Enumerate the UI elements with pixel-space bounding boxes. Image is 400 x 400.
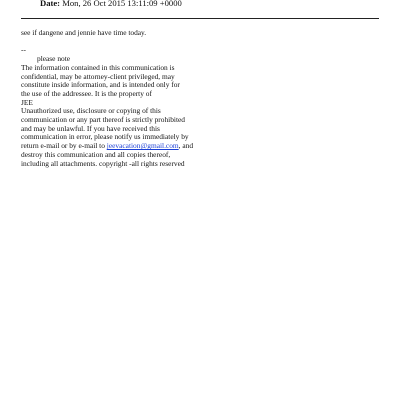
disclaimer-line: and may be unlawful. If you have received this (21, 123, 160, 133)
disclaimer-line: communication in error, please notify us immediately by (21, 132, 189, 142)
email-link[interactable]: jeevacation@gmail.com (106, 141, 179, 151)
signature-separator: -- (21, 45, 26, 55)
email-header-date (40, 0, 182, 9)
disclaimer-line: communication or any part thereof is strictly prohibited (21, 115, 185, 125)
date-label: Date: (40, 0, 61, 8)
notify-prefix: return e-mail or by e-mail to (21, 141, 107, 151)
please-note-label: please note (37, 54, 71, 64)
disclaimer-line: constitute inside information, and is intended only for (21, 80, 180, 90)
notify-suffix: , and (178, 141, 194, 151)
closing-line: destroy this communication and all copies thereof, (21, 149, 171, 159)
date-value: Mon, 26 Oct 2015 13:11:09 +0000 (62, 0, 182, 8)
blank-line (21, 38, 381, 47)
header-divider (21, 18, 379, 19)
message-line: see if dangene and jennie have time today. (21, 28, 147, 37)
disclaimer-line: The information contained in this communication is (21, 62, 175, 72)
disclaimer-line: Unauthorized use, disclosure or copying of this (21, 106, 161, 116)
disclaimer-line: JEE (21, 97, 33, 107)
disclaimer-line: the use of the addressee. It is the property of (21, 88, 152, 98)
email-body (21, 29, 381, 168)
disclaimer-line: confidential, may be attorney-client privileged, may (21, 71, 175, 81)
closing-line: including all attachments. copyright -all rights reserved (21, 158, 185, 168)
